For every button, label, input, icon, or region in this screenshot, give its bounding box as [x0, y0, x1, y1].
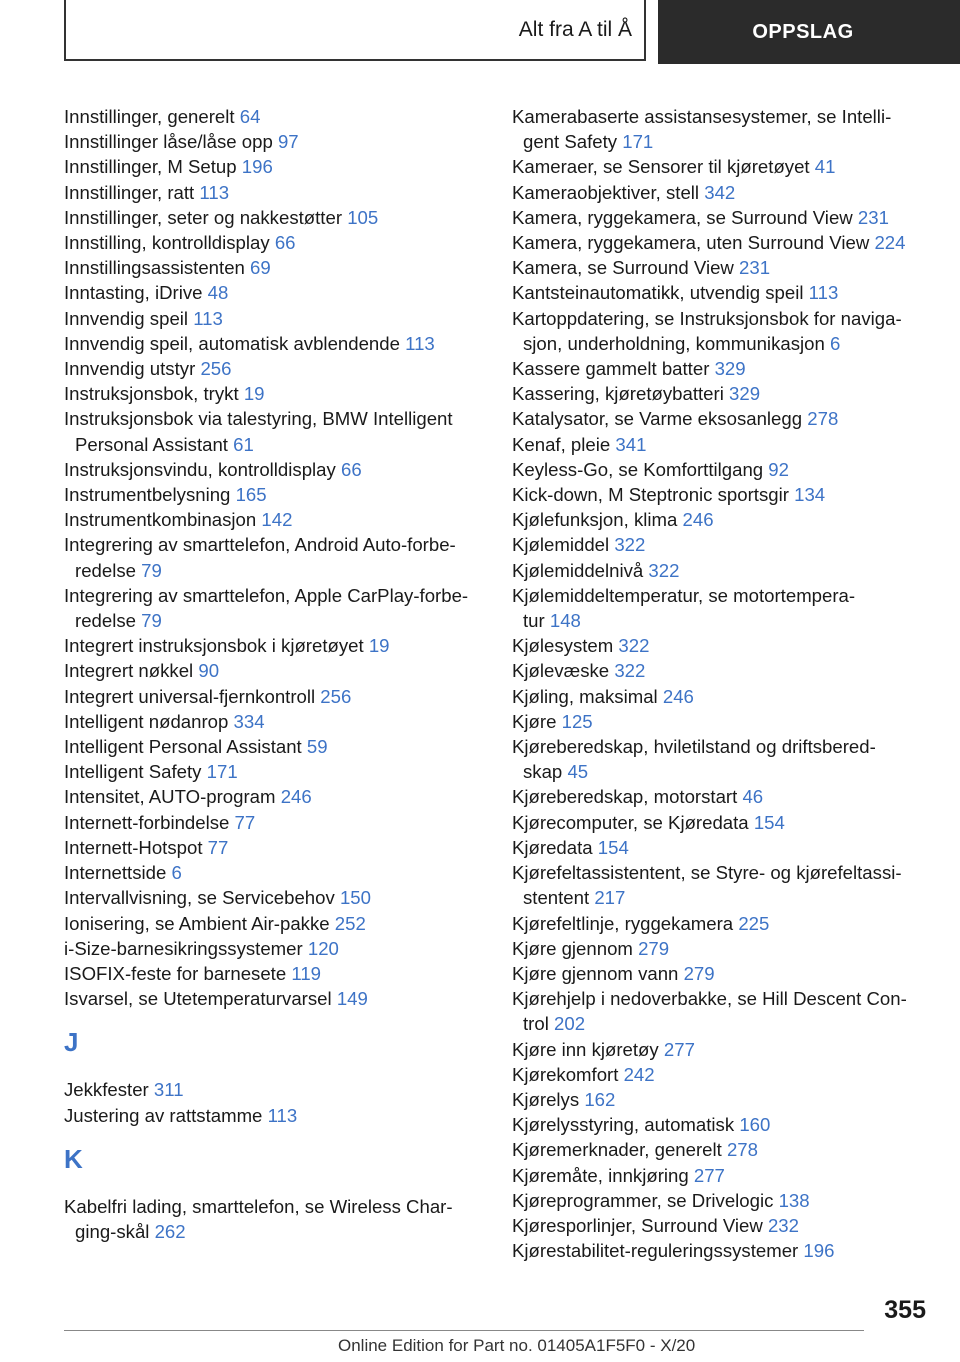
index-entry: [512, 1163, 932, 1188]
page-link[interactable]: 196: [803, 1240, 835, 1262]
index-column-right: [512, 104, 932, 1263]
page-link[interactable]: 79: [141, 610, 162, 632]
page-link[interactable]: 231: [857, 206, 889, 228]
index-entry-text: Intervallvisning, se Servicebehov: [64, 887, 335, 909]
index-entry: [64, 532, 484, 582]
page-link[interactable]: 19: [368, 635, 390, 657]
index-entry: [64, 860, 484, 885]
index-entry-text: Isvarsel, se Utetemperaturvarsel: [64, 988, 332, 1010]
index-entry-text: Kjørelys: [512, 1088, 580, 1110]
index-entry: [64, 709, 484, 734]
page-link[interactable]: 242: [623, 1063, 655, 1085]
index-entry: [64, 381, 484, 406]
index-entry: [512, 986, 932, 1036]
page-link[interactable]: 311: [153, 1079, 184, 1101]
index-entry: [512, 810, 932, 835]
page-link[interactable]: 113: [808, 282, 839, 304]
index-entry-continuation: sjon, underholdning, kommunikasjon: [523, 332, 825, 354]
index-entry-text: Kjølemiddel: [512, 534, 610, 556]
index-entry-continuation: gent Safety: [523, 131, 618, 153]
index-entry: [512, 1112, 932, 1137]
page-link[interactable]: 322: [648, 559, 680, 581]
page-link[interactable]: 6: [171, 862, 182, 884]
index-entry-text: Kjørefeltassistentent, se Styre- og kjørefeltassi-: [512, 862, 902, 884]
index-entry: [512, 230, 932, 255]
page-link[interactable]: 278: [726, 1139, 758, 1161]
footer-divider: [64, 1330, 864, 1331]
index-entry-text: Internettside: [64, 862, 167, 884]
page-link[interactable]: 154: [597, 836, 629, 858]
page-link[interactable]: 46: [742, 786, 764, 808]
index-entry-text: Kjølevæske: [512, 660, 610, 682]
footer-edition-text: Online Edition for Part no. 01405A1F5F0 - X/20: [338, 1336, 696, 1355]
index-entry-text: Kenaf, pleie: [512, 433, 611, 455]
index-entry-text: Innstillinger, seter og nakkestøtter: [64, 206, 343, 228]
index-entry-text: Intelligent nødanrop: [64, 710, 229, 732]
page-link[interactable]: 224: [874, 232, 906, 254]
page-link[interactable]: 278: [807, 408, 839, 430]
index-entry-text: Innvendig speil, automatisk avblendende: [64, 332, 400, 354]
index-entry: [512, 406, 932, 431]
index-entry: [512, 961, 932, 986]
index-entry: [64, 961, 484, 986]
index-entry-text: Kantsteinautomatikk, utvendig speil: [512, 282, 804, 304]
index-entry: [64, 759, 484, 784]
index-entry-text: Innvendig utstyr: [64, 358, 196, 380]
page-link[interactable]: 66: [340, 458, 362, 480]
page-link[interactable]: 59: [306, 736, 328, 758]
index-entry: [64, 104, 484, 129]
index-entry: [64, 684, 484, 709]
index-entry: [512, 1213, 932, 1238]
index-entry-text: Instruksjonsvindu, kontrolldisplay: [64, 458, 336, 480]
page-link[interactable]: 256: [200, 358, 232, 380]
index-entry-text: Integrert instruksjonsbok i kjøretøyet: [64, 635, 364, 657]
index-entry-text: Integrert universal-fjernkontroll: [64, 685, 316, 707]
index-entry-text: Kjøre gjennom vann: [512, 962, 679, 984]
page-link[interactable]: 119: [291, 962, 322, 984]
index-entry-text: Integrering av smarttelefon, Android Auto-forbe-: [64, 534, 456, 556]
page-number: 355: [884, 1296, 926, 1324]
page-link[interactable]: 277: [693, 1164, 725, 1186]
index-entry: [512, 860, 932, 910]
page-link[interactable]: 162: [584, 1088, 616, 1110]
page-link[interactable]: 217: [594, 887, 626, 909]
page-link[interactable]: 341: [615, 433, 647, 455]
index-entry: [512, 306, 932, 356]
index-entry: [64, 633, 484, 658]
page-link[interactable]: 322: [614, 534, 646, 556]
index-entry-continuation: redelse: [75, 610, 136, 632]
index-entry: [64, 1194, 484, 1244]
index-entry: [512, 280, 932, 305]
index-entry: [512, 154, 932, 179]
index-entry-text: Internett-Hotspot: [64, 836, 203, 858]
page-link[interactable]: 138: [778, 1189, 810, 1211]
page-link[interactable]: 334: [233, 710, 265, 732]
index-entry-text: Kamera, ryggekamera, uten Surround View: [512, 232, 870, 254]
index-entry-text: Innstillinger, generelt: [64, 106, 235, 127]
index-entry-text: Kjøredata: [512, 836, 593, 858]
index-entry-text: Kick-down, M Steptronic sportsgir: [512, 484, 789, 506]
index-entry-text: Intelligent Personal Assistant: [64, 736, 302, 758]
index-entry-text: Kjøremåte, innkjøring: [512, 1164, 689, 1186]
page-link[interactable]: 225: [738, 912, 770, 934]
page-link[interactable]: 105: [347, 206, 379, 228]
index-entry: [512, 709, 932, 734]
index-entry: [64, 1077, 484, 1102]
index-entry-text: Kassere gammelt batter: [512, 358, 710, 380]
index-entry: [512, 1188, 932, 1213]
index-entry: [512, 936, 932, 961]
index-entry-text: Kjøre gjennom: [512, 937, 633, 959]
index-entry-continuation: skap: [523, 761, 563, 783]
page-link[interactable]: 171: [206, 761, 238, 783]
page-link[interactable]: 246: [662, 685, 694, 707]
page-link[interactable]: 69: [250, 257, 271, 279]
index-entry: [512, 1238, 932, 1263]
index-entry-text: Kabelfri lading, smarttelefon, se Wireless Char-: [64, 1195, 453, 1217]
page-link[interactable]: 45: [567, 761, 589, 783]
index-entry-text: Innstillinger låse/låse opp: [64, 131, 273, 153]
page-link[interactable]: 6: [829, 332, 841, 354]
index-entry: [512, 658, 932, 683]
index-entry: [64, 255, 484, 280]
index-entry-text: Instrumentkombinasjon: [64, 509, 257, 531]
page-link[interactable]: 329: [714, 358, 746, 380]
index-entry: [512, 205, 932, 230]
index-entry-text: Innstillinger, ratt: [64, 181, 195, 203]
section-tab: OPPSLAG: [658, 0, 960, 64]
index-entry-text: Kjørekomfort: [512, 1063, 619, 1085]
page-link[interactable]: 79: [141, 559, 162, 581]
index-column-left: [64, 104, 484, 1244]
index-entry-text: Kjørecomputer, se Kjøredata: [512, 811, 749, 833]
page-link[interactable]: 154: [753, 811, 785, 833]
index-entry: [64, 230, 484, 255]
page-link[interactable]: 113: [405, 332, 435, 354]
index-entry-text: Kjøreprogrammer, se Drivelogic: [512, 1189, 774, 1211]
index-letter-heading: K: [64, 1143, 83, 1174]
index-entry-text: Kjøresporlinjer, Surround View: [512, 1214, 763, 1236]
index-entry-continuation: ging-skål: [75, 1220, 150, 1242]
index-entry-text: Kjøremerknader, generelt: [512, 1139, 722, 1161]
index-entry: [512, 583, 932, 633]
page-link[interactable]: 64: [239, 106, 261, 127]
page-link[interactable]: 148: [549, 610, 581, 632]
index-entry-text: Kjørefeltlinje, ryggekamera: [512, 912, 734, 934]
index-entry-text: Kameraobjektiver, stell: [512, 181, 700, 203]
index-entry-text: ISOFIX-feste for barnesete: [64, 962, 287, 984]
index-entry: [64, 482, 484, 507]
index-entry: [512, 532, 932, 557]
index-entry: [64, 1103, 484, 1128]
index-entry-continuation: tur: [523, 610, 545, 632]
page-link[interactable]: 19: [243, 383, 265, 405]
page-link[interactable]: 231: [739, 257, 771, 279]
index-entry: [64, 356, 484, 381]
page-link[interactable]: 246: [682, 509, 714, 531]
index-entry: [64, 986, 484, 1011]
index-entry: [512, 1087, 932, 1112]
index-entry: [64, 810, 484, 835]
chapter-tab: Alt fra A til Å: [64, 0, 646, 61]
index-entry: [512, 1062, 932, 1087]
index-entry: [64, 835, 484, 860]
index-entry-text: Jekkfester: [64, 1079, 149, 1101]
index-entry-text: Innstillingsassistenten: [64, 257, 245, 279]
index-entry-text: i-Size-barnesikringssystemer: [64, 937, 303, 959]
index-entry: [64, 129, 484, 154]
index-entry-text: Kjøre: [512, 710, 557, 732]
index-entry: [512, 784, 932, 809]
index-entry: [64, 734, 484, 759]
page-link[interactable]: 329: [729, 383, 761, 405]
index-entry: [512, 356, 932, 381]
index-entry-text: Instruksjonsbok, trykt: [64, 383, 239, 405]
index-entry-text: Keyless-Go, se Komforttilgang: [512, 458, 764, 480]
page-link[interactable]: 142: [261, 509, 293, 531]
page-link[interactable]: 125: [561, 710, 593, 732]
page-link[interactable]: 92: [768, 458, 789, 480]
page-link[interactable]: 97: [277, 131, 299, 153]
index-entry-text: Intelligent Safety: [64, 761, 202, 783]
page-link[interactable]: 342: [704, 181, 736, 203]
page-link[interactable]: 150: [339, 887, 371, 909]
page-link[interactable]: 113: [193, 307, 223, 329]
index-entry-text: Intensitet, AUTO-program: [64, 786, 276, 808]
index-entry-text: Kjøling, maksimal: [512, 685, 658, 707]
index-entry-text: Integrert nøkkel: [64, 660, 194, 682]
index-entry-text: Kjøre inn kjøretøy: [512, 1038, 659, 1060]
index-entry: [512, 255, 932, 280]
page-link[interactable]: 77: [234, 811, 256, 833]
index-entry: [64, 583, 484, 633]
index-entry-text: Kjøreberedskap, hviletilstand og driftsbered-: [512, 736, 876, 758]
index-entry-text: Kassering, kjøretøybatteri: [512, 383, 724, 405]
index-letter-heading: J: [64, 1027, 79, 1058]
index-entry: [512, 482, 932, 507]
page-link[interactable]: 120: [307, 937, 339, 959]
index-entry: [512, 104, 932, 154]
page-link[interactable]: 41: [814, 156, 836, 178]
index-entry: [512, 684, 932, 709]
index-entry: [64, 406, 484, 456]
page-link[interactable]: 262: [154, 1220, 186, 1242]
index-entry: [512, 633, 932, 658]
index-entry: [64, 180, 484, 205]
index-entry-text: Kamera, ryggekamera, se Surround View: [512, 206, 853, 228]
index-entry-continuation: stentent: [523, 887, 590, 909]
page-link[interactable]: 113: [267, 1104, 298, 1126]
index-entry-text: Justering av rattstamme: [64, 1104, 263, 1126]
page-link[interactable]: 160: [739, 1114, 771, 1136]
index-entry-text: Inntasting, iDrive: [64, 282, 203, 304]
index-entry-text: Internett-forbindelse: [64, 811, 230, 833]
index-entry-text: Innstillinger, M Setup: [64, 156, 237, 178]
index-entry-text: Kartoppdatering, se Instruksjonsbok for naviga-: [512, 307, 902, 329]
index-entry-text: Kjølefunksjon, klima: [512, 509, 678, 531]
index-entry: [512, 558, 932, 583]
index-entry: [512, 734, 932, 784]
index-entry: [64, 658, 484, 683]
index-entry: [64, 205, 484, 230]
index-entry-text: Kamera, se Surround View: [512, 257, 734, 279]
index-entry: [64, 936, 484, 961]
page-link[interactable]: 90: [198, 660, 220, 682]
index-entry: [512, 180, 932, 205]
page-link[interactable]: 196: [241, 156, 273, 178]
index-entry: [64, 306, 484, 331]
index-entry-continuation: Personal Assistant: [75, 433, 228, 455]
index-entry-text: Innvendig speil: [64, 307, 189, 329]
index-entry: [512, 432, 932, 457]
index-entry: [64, 154, 484, 179]
page-link[interactable]: 171: [622, 131, 654, 153]
index-entry-text: Kjørehjelp i nedoverbakke, se Hill Descent Con-: [512, 988, 907, 1010]
page-link[interactable]: 246: [280, 786, 312, 808]
index-entry-text: Kamerabaserte assistansesystemer, se Intelli-: [512, 106, 892, 127]
page-link[interactable]: 322: [618, 635, 650, 657]
page-link[interactable]: 256: [320, 685, 352, 707]
page-link[interactable]: 252: [334, 912, 366, 934]
page-link[interactable]: 61: [233, 433, 254, 455]
index-entry-text: Kjølemiddeltemperatur, se motortempera-: [512, 584, 856, 606]
page-link[interactable]: 322: [614, 660, 646, 682]
index-entry-text: Kjørestabilitet-reguleringssystemer: [512, 1240, 799, 1262]
index-entry-text: Kjørelysstyring, automatisk: [512, 1114, 735, 1136]
page-link[interactable]: 77: [207, 836, 229, 858]
index-entry-text: Instruksjonsbok via talestyring, BMW Intelligent: [64, 408, 453, 430]
index-entry: [64, 911, 484, 936]
page-link[interactable]: 277: [663, 1038, 695, 1060]
index-entry: [64, 457, 484, 482]
index-entry: [512, 911, 932, 936]
index-entry: [64, 885, 484, 910]
page-link[interactable]: 279: [683, 962, 715, 984]
page-link[interactable]: 134: [794, 484, 826, 506]
index-entry-continuation: trol: [523, 1013, 549, 1035]
page-link[interactable]: 279: [638, 937, 670, 959]
index-entry: [64, 331, 484, 356]
index-entry: [64, 507, 484, 532]
page-link[interactable]: 66: [274, 232, 296, 254]
index-entry-text: Kjøreberedskap, motorstart: [512, 786, 738, 808]
index-entry-text: Innstilling, kontrolldisplay: [64, 232, 270, 254]
index-entry-text: Instrumentbelysning: [64, 484, 231, 506]
index-entry: [512, 507, 932, 532]
index-entry: [512, 835, 932, 860]
page-link[interactable]: 232: [767, 1214, 799, 1236]
index-entry-text: Kjølesystem: [512, 635, 614, 657]
page-link[interactable]: 202: [554, 1013, 586, 1035]
index-entry: [512, 457, 932, 482]
index-entry-text: Integrering av smarttelefon, Apple CarPlay-forbe-: [64, 584, 469, 606]
page-link[interactable]: 149: [336, 988, 368, 1010]
index-entry: [512, 1037, 932, 1062]
index-entry: [512, 1137, 932, 1162]
index-entry: [64, 280, 484, 305]
index-entry: [512, 381, 932, 406]
index-entry-text: Ionisering, se Ambient Air-pakke: [64, 912, 330, 934]
page-link[interactable]: 165: [235, 484, 267, 506]
index-entry-text: Katalysator, se Varme eksosanlegg: [512, 408, 803, 430]
page-link[interactable]: 113: [199, 181, 230, 203]
page-link[interactable]: 48: [207, 282, 229, 304]
index-entry-text: Kjølemiddelnivå: [512, 559, 644, 581]
index-entry: [64, 784, 484, 809]
index-entry-continuation: redelse: [75, 559, 136, 581]
index-entry-text: Kameraer, se Sensorer til kjøretøyet: [512, 156, 810, 178]
page-header: [64, 0, 960, 64]
